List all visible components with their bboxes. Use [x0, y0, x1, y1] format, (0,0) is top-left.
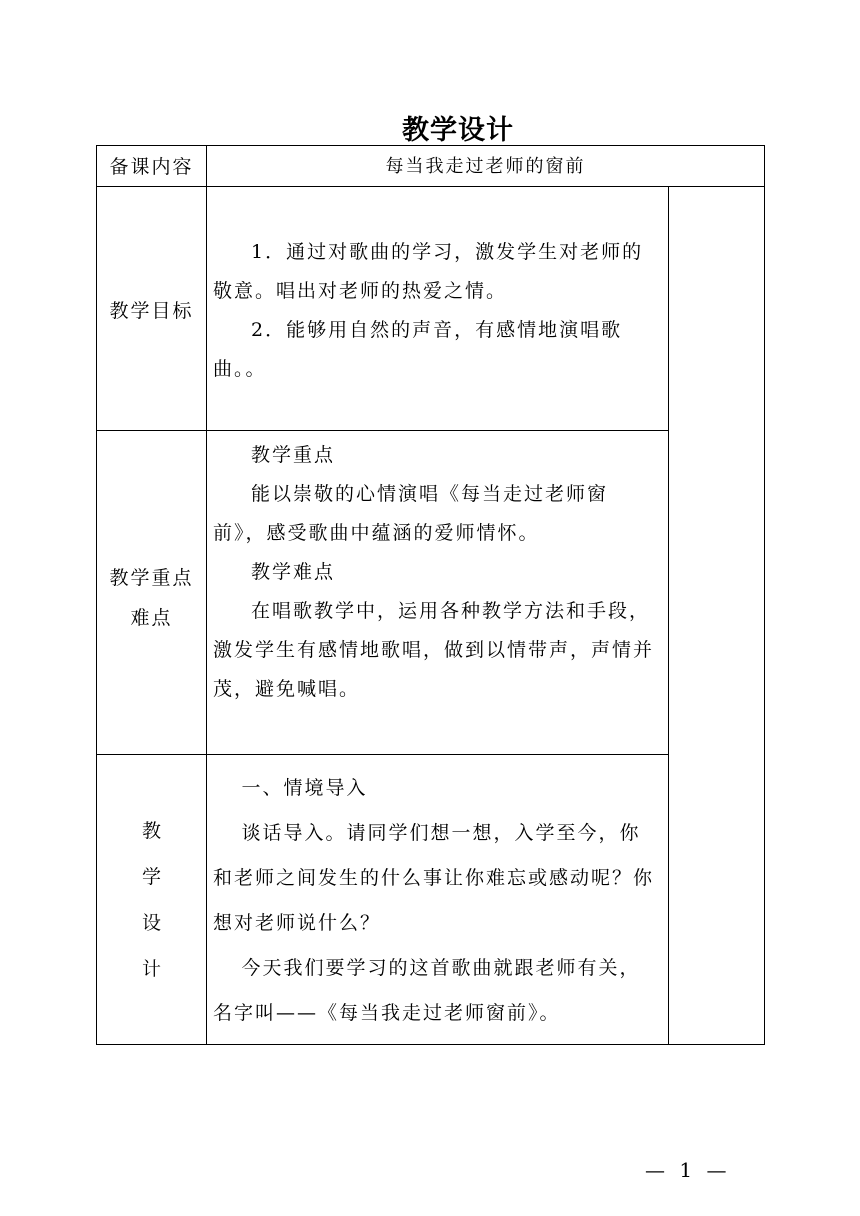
- difficulty-text: 在唱歌教学中，运用各种教学方法和手段，激发学生有感情地歌唱，做到以情带声，声情并茂，避免喊唱。: [213, 600, 655, 700]
- key-points-label: [97, 558, 206, 638]
- difficulty-heading: 教学难点: [251, 561, 336, 583]
- key-point-text: 能以崇敬的心情演唱《每当走过老师窗前》，感受歌曲中蕴涵的爱师情怀。: [213, 483, 609, 544]
- page-title: 教学设计: [402, 115, 514, 146]
- teaching-goals-label: 教学目标: [109, 300, 194, 322]
- goal-item-1: 1．通过对歌曲的学习，激发学生对老师的敬意。唱出对老师的热爱之情。: [213, 241, 644, 302]
- teaching-design-char-2: 学: [141, 866, 161, 888]
- design-section-heading: 一、情境导入: [241, 777, 368, 799]
- design-paragraph-1: 谈话导入。请同学们想一想，入学至今，你和老师之间发生的什么事让你难忘或感动呢？你想对老师说什么？: [213, 822, 655, 934]
- key-points-label-line-2: 难点: [130, 607, 173, 629]
- key-points-content: [213, 436, 659, 709]
- teaching-design-char-4: 计: [141, 958, 161, 980]
- key-point-heading: 教学重点: [251, 444, 336, 466]
- row-divider-2: [97, 430, 669, 431]
- column-divider-1: [206, 146, 207, 1044]
- course-content-value: 每当我走过老师的窗前: [385, 156, 586, 177]
- teaching-design-char-3: 设: [141, 912, 161, 934]
- teaching-goals-content: [213, 233, 659, 389]
- course-content-label: 备课内容: [109, 156, 194, 178]
- column-divider-2: [668, 187, 669, 1044]
- lesson-plan-table: [96, 145, 765, 1045]
- key-points-label-line-1: 教学重点: [109, 567, 194, 589]
- goal-item-2: 2．能够用自然的声音，有感情地演唱歌曲。。: [213, 319, 623, 380]
- teaching-design-char-1: 教: [141, 820, 161, 842]
- teaching-design-label: [97, 808, 206, 992]
- row-divider-3: [97, 754, 669, 755]
- row-divider-1: [97, 186, 764, 187]
- design-paragraph-2: 今天我们要学习的这首歌曲就跟老师有关，名字叫——《每当我走过老师窗前》。: [213, 957, 641, 1024]
- page-number: — 1 —: [645, 1158, 731, 1182]
- teaching-design-content: [213, 766, 659, 1036]
